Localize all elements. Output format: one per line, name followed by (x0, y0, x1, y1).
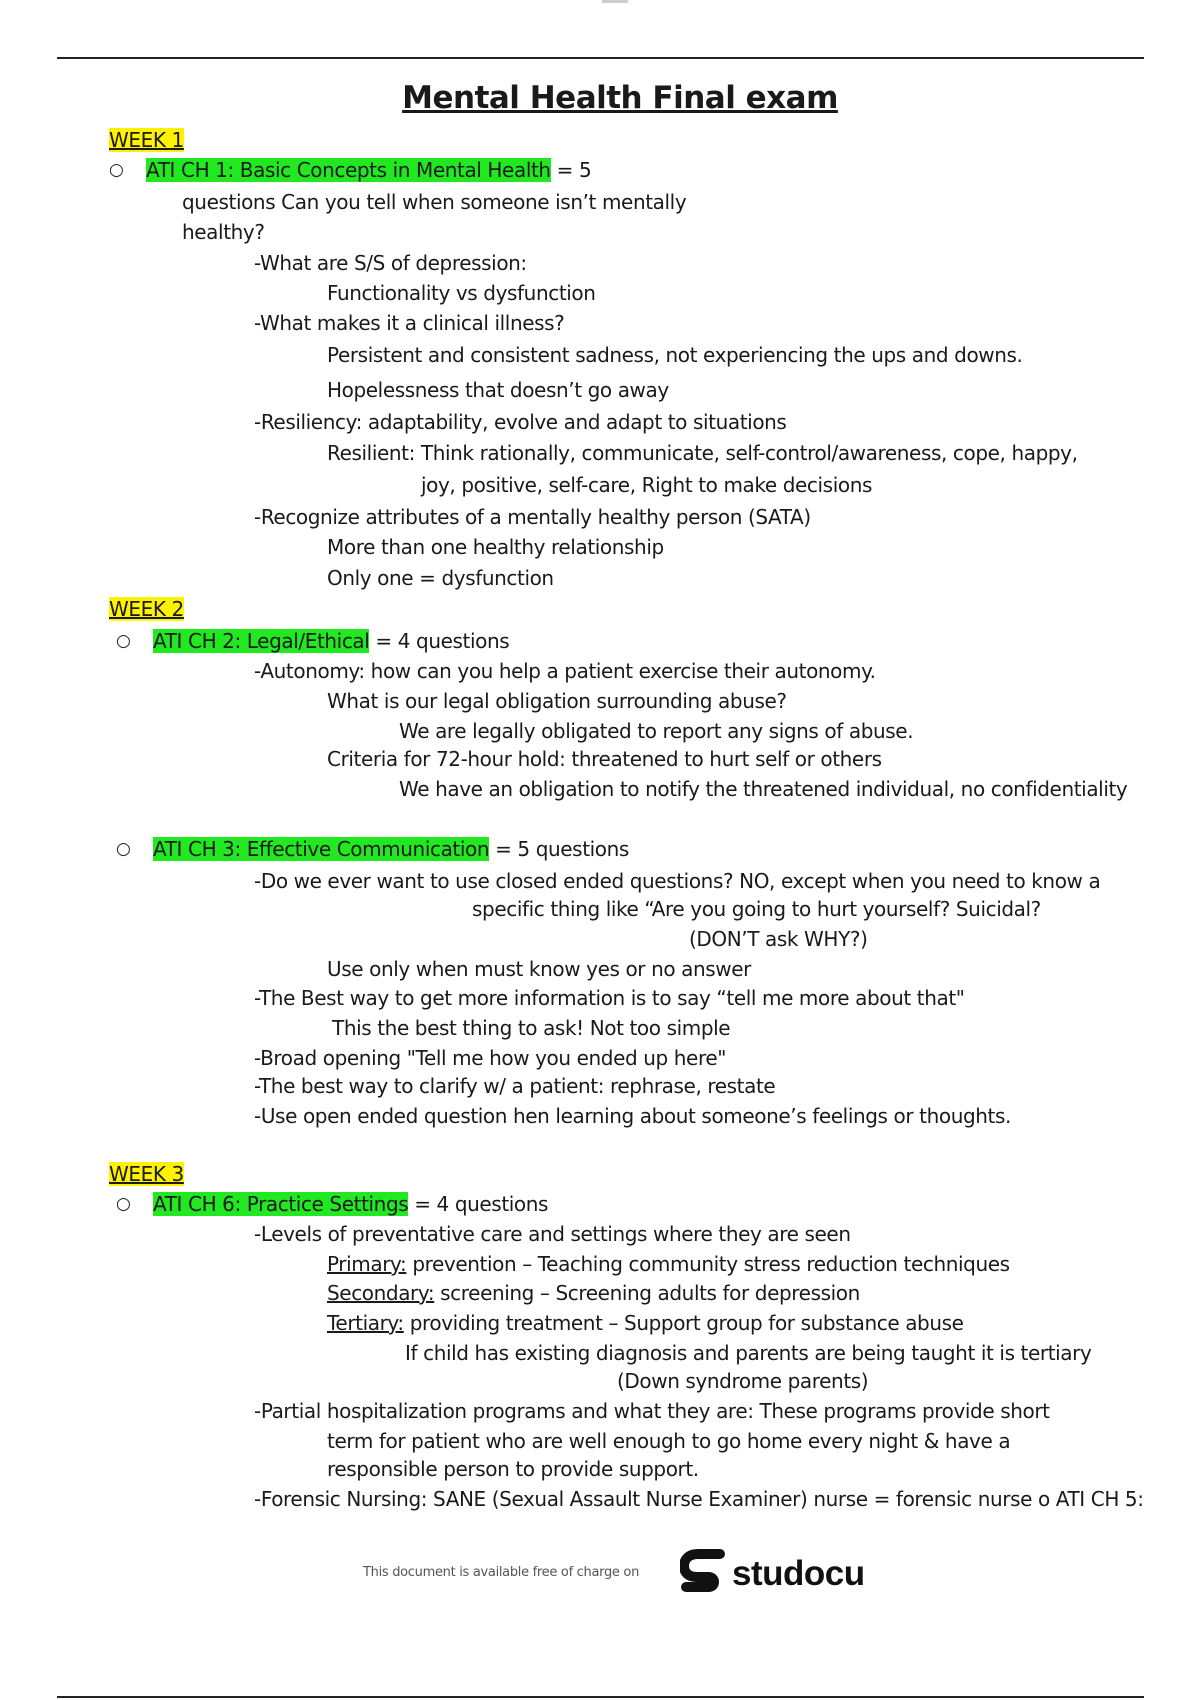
text-line: -Recognize attributes of a mentally healthy person (SATA) (254, 505, 811, 529)
chapter-6-heading: ATI CH 6: Practice Settings = 4 questions (153, 1192, 549, 1216)
text-line: We are legally obligated to report any signs of abuse. (399, 719, 914, 743)
text-line: Hopelessness that doesn’t go away (327, 378, 669, 402)
text-line: (DON’T ask WHY?) (689, 927, 868, 951)
text-line: -Use open ended question hen learning about someone’s feelings or thoughts. (254, 1104, 1011, 1128)
bullet-icon: ○ (109, 160, 124, 180)
week-2-heading: WEEK 2 (109, 597, 184, 621)
page-top-mark (602, 0, 628, 3)
text-line: More than one healthy relationship (327, 535, 664, 559)
chapter-1-heading: ATI CH 1: Basic Concepts in Mental Health = 5 (146, 158, 592, 182)
text-line: If child has existing diagnosis and parents are being taught it is tertiary (405, 1341, 1092, 1365)
studocu-logo-text: studocu (732, 1554, 865, 1593)
text-line: joy, positive, self-care, Right to make decisions (421, 473, 872, 497)
text-line: questions Can you tell when someone isn’t mentally (182, 190, 687, 214)
text-line: healthy? (182, 220, 265, 244)
header-rule (57, 57, 1144, 59)
bullet-icon: ○ (116, 631, 131, 651)
studocu-logo-icon (680, 1548, 726, 1600)
text-line: -Forensic Nursing: SANE (Sexual Assault Nurse Examiner) nurse = forensic nurse o ATI CH 5: (254, 1487, 1144, 1511)
text-line: Only one = dysfunction (327, 566, 554, 590)
bullet-icon: ○ (116, 1194, 131, 1214)
week-1-heading: WEEK 1 (109, 128, 184, 152)
week-3-heading: WEEK 3 (109, 1162, 184, 1186)
chapter-2-heading: ATI CH 2: Legal/Ethical = 4 questions (153, 629, 510, 653)
text-line: term for patient who are well enough to go home every night & have a (327, 1429, 1011, 1453)
studocu-logo[interactable] (680, 1548, 865, 1600)
text-line: We have an obligation to notify the threatened individual, no confidentiality (399, 777, 1128, 801)
text-line: -Partial hospitalization programs and what they are: These programs provide short (254, 1399, 1050, 1423)
text-line: -The Best way to get more information is to say “tell me more about that" (254, 986, 965, 1010)
text-line: -Broad opening "Tell me how you ended up here" (254, 1046, 727, 1070)
text-line: -Levels of preventative care and settings where they are seen (254, 1222, 851, 1246)
text-line: -Do we ever want to use closed ended questions? NO, except when you need to know a (254, 869, 1101, 893)
text-line: Functionality vs dysfunction (327, 281, 596, 305)
text-line: -What are S/S of depression: (254, 251, 527, 275)
text-line: This the best thing to ask! Not too simple (332, 1016, 731, 1040)
text-line: Criteria for 72-hour hold: threatened to hurt self or others (327, 747, 882, 771)
text-line: -Autonomy: how can you help a patient exercise their autonomy. (254, 659, 876, 683)
text-line: specific thing like “Are you going to hurt yourself? Suicidal? (472, 897, 1041, 921)
prevention-primary: Primary: prevention – Teaching community stress reduction techniques (327, 1252, 1010, 1276)
text-line: -Resiliency: adaptability, evolve and adapt to situations (254, 410, 787, 434)
text-line: Use only when must know yes or no answer (327, 957, 751, 981)
text-line: -The best way to clarify w/ a patient: rephrase, restate (254, 1074, 776, 1098)
prevention-tertiary: Tertiary: providing treatment – Support group for substance abuse (327, 1311, 964, 1335)
text-line: -What makes it a clinical illness? (254, 311, 565, 335)
footer-rule (57, 1696, 1144, 1698)
text-line: What is our legal obligation surrounding abuse? (327, 689, 787, 713)
text-line: (Down syndrome parents) (617, 1369, 869, 1393)
bullet-icon: ○ (116, 839, 131, 859)
footer-availability-text: This document is available free of charge on (363, 1565, 640, 1580)
document-title: Mental Health Final exam (402, 80, 838, 116)
text-line: responsible person to provide support. (327, 1457, 699, 1481)
chapter-3-heading: ATI CH 3: Effective Communication = 5 questions (153, 837, 629, 861)
text-line: Persistent and consistent sadness, not experiencing the ups and downs. (327, 343, 1023, 367)
prevention-secondary: Secondary: screening – Screening adults for depression (327, 1281, 860, 1305)
text-line: Resilient: Think rationally, communicate, self-control/awareness, cope, happy, (327, 441, 1078, 465)
